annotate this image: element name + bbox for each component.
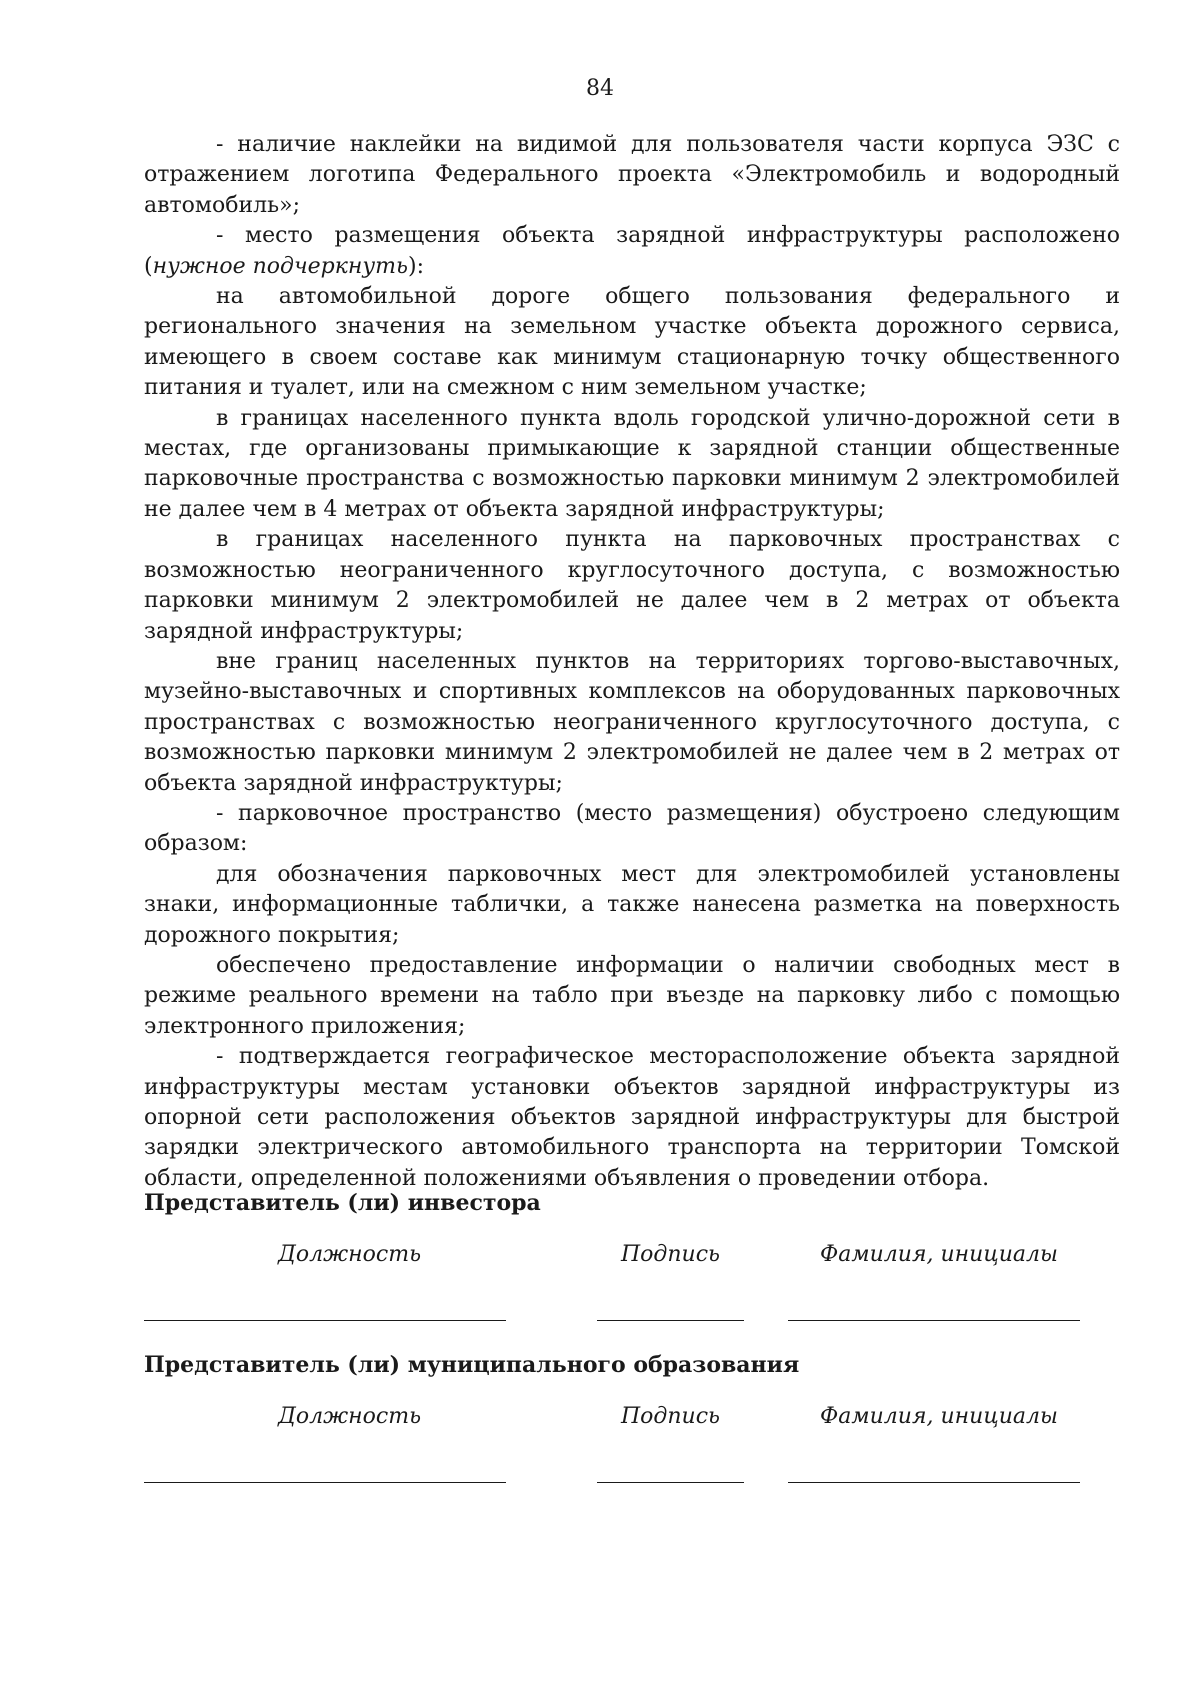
document-body: [144, 130, 1120, 1194]
investor-position-line: [144, 1320, 506, 1321]
paragraph-parking-space-option: в границах населенного пункта на парковочных пространствах с возможностью неограниченного круглосуточного доступа, с возможностью парковки минимум 2 электромобилей не далее чем в 2 метрах от объекта зарядной инфраструктуры;: [144, 527, 1120, 644]
investor-position-label: Должность: [278, 1242, 422, 1267]
investor-name-label: Фамилия, инициалы: [820, 1242, 1058, 1267]
paragraph-outside-settlement-option: вне границ населенных пунктов на территориях торгово-выставочных, музейно-выставочных и спортивных комплексов на оборудованных парковочных пространствах с возможностью неограниченного круглосуточного доступа, с возможностью парковки минимум 2 электромобилей не далее чем в 2 метрах от объекта зарядной инфраструктуры;: [144, 648, 1120, 796]
municipality-name-line: [788, 1482, 1080, 1483]
location-intro-tail: ):: [407, 253, 424, 279]
paragraph-signage: для обозначения парковочных мест для электромобилей установлены знаки, информационные таблички, а также нанесена разметка на поверхность дорожного покрытия;: [144, 861, 1120, 948]
municipality-signature-line: [597, 1482, 744, 1483]
municipality-position-line: [144, 1482, 506, 1483]
municipality-representative-title: Представитель (ли) муниципального образования: [144, 1352, 800, 1378]
paragraph-sticker-requirement: - наличие наклейки на видимой для пользователя части корпуса ЭЗС с отражением логотипа Федерального проекта «Электромобиль и водородный автомобиль»;: [144, 132, 1120, 218]
investor-name-line: [788, 1320, 1080, 1321]
municipality-signature-label: Подпись: [621, 1404, 721, 1429]
page-number: 84: [586, 76, 614, 101]
investor-signature-line: [597, 1320, 744, 1321]
paragraph-realtime-info: обеспечено предоставление информации о наличии свободных мест в режиме реального времени на табло при въезде на парковку либо с помощью электронного приложения;: [144, 952, 1120, 1039]
paragraph-parking-arrangement: - парковочное пространство (место размещения) обустроено следующим образом:: [144, 800, 1120, 857]
paragraph-highway-option: на автомобильной дороге общего пользования федерального и регионального значения на земельном участке объекта дорожного сервиса, имеющего в своем составе как минимум стационарную точку общественного питания и туалет, или на смежном с ним земельном участке;: [144, 284, 1120, 401]
paragraph-location-intro: [144, 221, 1120, 282]
municipality-name-label: Фамилия, инициалы: [820, 1404, 1058, 1429]
investor-representative-title: Представитель (ли) инвестора: [144, 1190, 541, 1216]
underline-instruction: нужное подчеркнуть: [152, 253, 408, 279]
paragraph-geolocation-confirmation: - подтверждается географическое месторасположение объекта зарядной инфраструктуры местам установки объектов зарядной инфраструктуры из опорной сети расположения объектов зарядной инфраструктуры для быстрой зарядки электрического автомобильного транспорта на территории Томской области, определенной положениями объявления о проведении отбора.: [144, 1044, 1120, 1191]
paragraph-street-network-option: в границах населенного пункта вдоль городской улично-дорожной сети в местах, где организованы примыкающие к зарядной станции общественные парковочные пространства с возможностью парковки минимум 2 электромобилей не далее чем в 4 метрах от объекта зарядной инфраструктуры;: [144, 405, 1120, 522]
municipality-position-label: Должность: [278, 1404, 422, 1429]
location-intro-text: - место размещения объекта зарядной инфраструктуры расположено (: [144, 223, 1120, 279]
investor-signature-label: Подпись: [621, 1242, 721, 1267]
